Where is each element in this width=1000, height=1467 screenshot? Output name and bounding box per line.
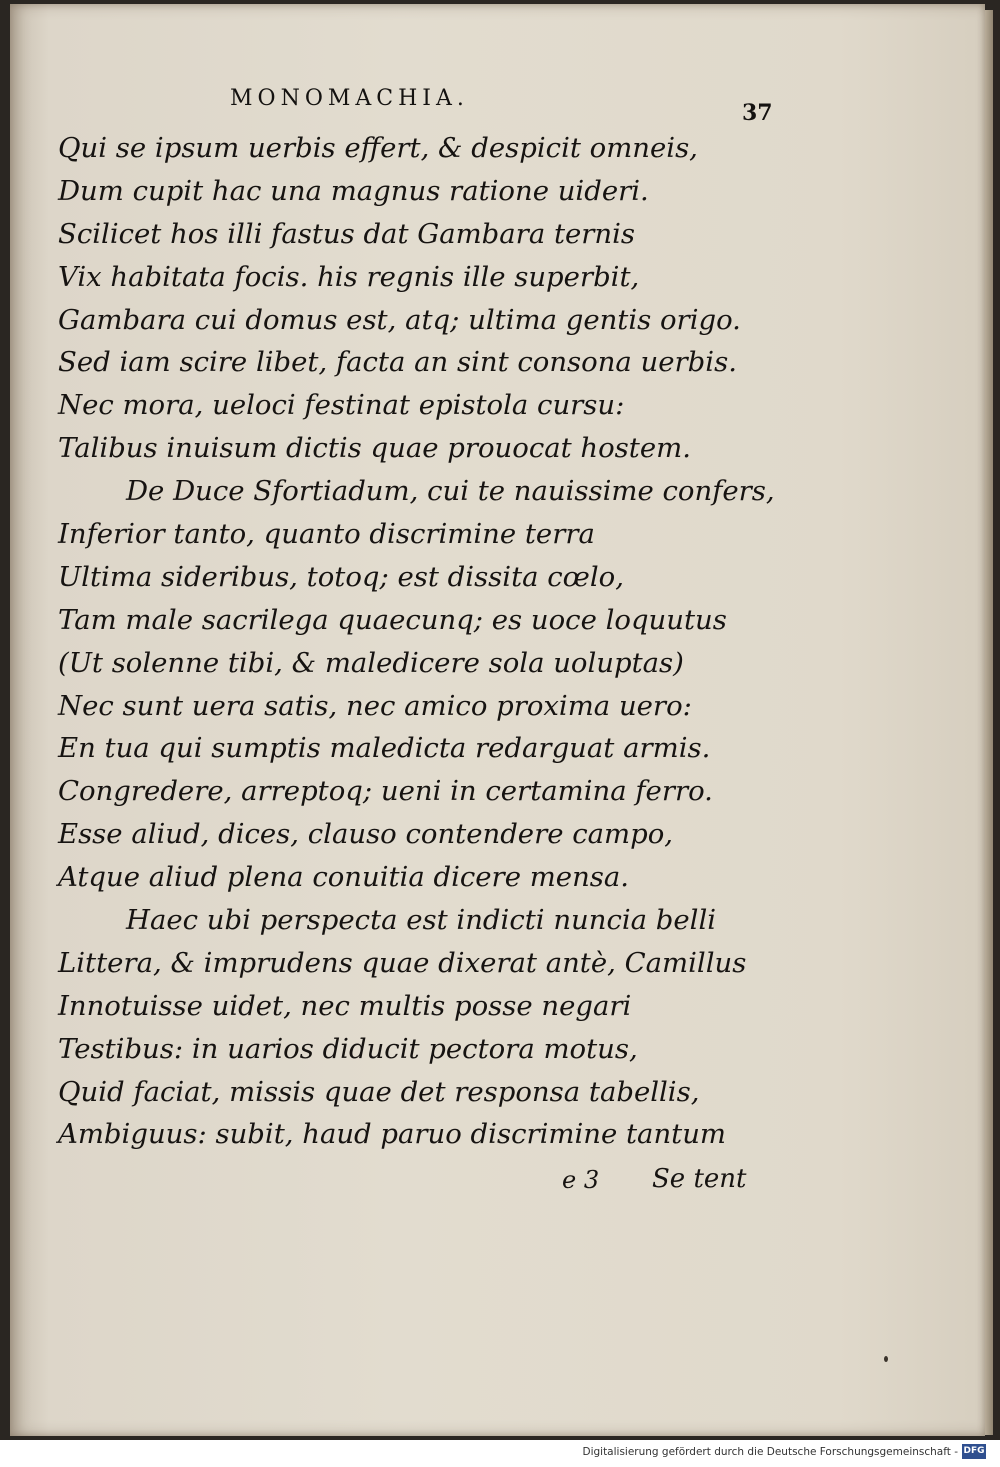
- verse-line: Ultima sideribus, totoq; est dissita cœlo,: [58, 560, 624, 593]
- verse-line-indented: Haec ubi perspecta est indicti nuncia belli: [126, 904, 717, 937]
- catchword: Se tent: [652, 1164, 747, 1194]
- verse-line: Sed iam scire libet, facta an sint consona uerbis.: [58, 346, 737, 379]
- verse-line: Qui se ipsum uerbis effert, & despicit omneis,: [58, 132, 698, 164]
- verse-line: Innotuisse uidet, nec multis posse negari: [58, 989, 632, 1022]
- verse-line: Ambiguus: subit, haud paruo discrimine tantum: [58, 1118, 727, 1151]
- verse-line: Gambara cui domus est, atq; ultima gentis origo.: [58, 303, 741, 336]
- page-edge: [985, 10, 993, 1435]
- verse-line: En tua qui sumptis maledicta redarguat armis.: [58, 732, 711, 765]
- verse-line-indented: De Duce Sfortiadum, cui te nauissime confers,: [126, 475, 775, 508]
- verse-line: Esse aliud, dices, clauso contendere campo,: [58, 818, 674, 851]
- verse-line: Tam male sacrilega quaecunq; es uoce loquutus: [58, 603, 727, 636]
- dfg-logo-icon: DFG: [962, 1444, 986, 1459]
- verse-line: Congredere, arreptoq; ueni in certamina ferro.: [58, 775, 713, 808]
- verse-line: Talibus inuisum dictis quae prouocat hostem.: [58, 432, 691, 465]
- verse-line: (Ut solenne tibi, & maledicere sola uoluptas): [58, 646, 684, 679]
- verse-line: Vix habitata focis. his regnis ille superbit,: [58, 260, 640, 293]
- verse-line: Quid faciat, missis quae det responsa tabellis,: [58, 1075, 700, 1108]
- verse-line: Atque aliud plena conuitia dicere mensa.: [58, 861, 630, 894]
- funding-credit: Digitalisierung gefördert durch die Deutsche Forschungsgemeinschaft -: [582, 1446, 958, 1458]
- verse-line: Nec mora, ueloci festinat epistola cursu:: [58, 389, 625, 422]
- verse-line: Inferior tanto, quanto discrimine terra: [58, 518, 595, 551]
- ink-speck: [884, 1356, 888, 1362]
- verse-line: Scilicet hos illi fastus dat Gambara ternis: [58, 217, 636, 250]
- signature-mark: e 3: [562, 1166, 600, 1194]
- verse-line: Dum cupit hac una magnus ratione uideri.: [58, 174, 649, 207]
- verse-line: Nec sunt uera satis, nec amico proxima uero:: [58, 689, 692, 722]
- running-title: MONOMACHIA.: [230, 86, 469, 111]
- verse-line: Testibus: in uarios diducit pectora motus,: [58, 1032, 638, 1065]
- folio-number: 37: [742, 100, 773, 126]
- verse-line: Littera, & imprudens quae dixerat antè, Camillus: [58, 946, 747, 979]
- verse-list: [58, 127, 778, 1156]
